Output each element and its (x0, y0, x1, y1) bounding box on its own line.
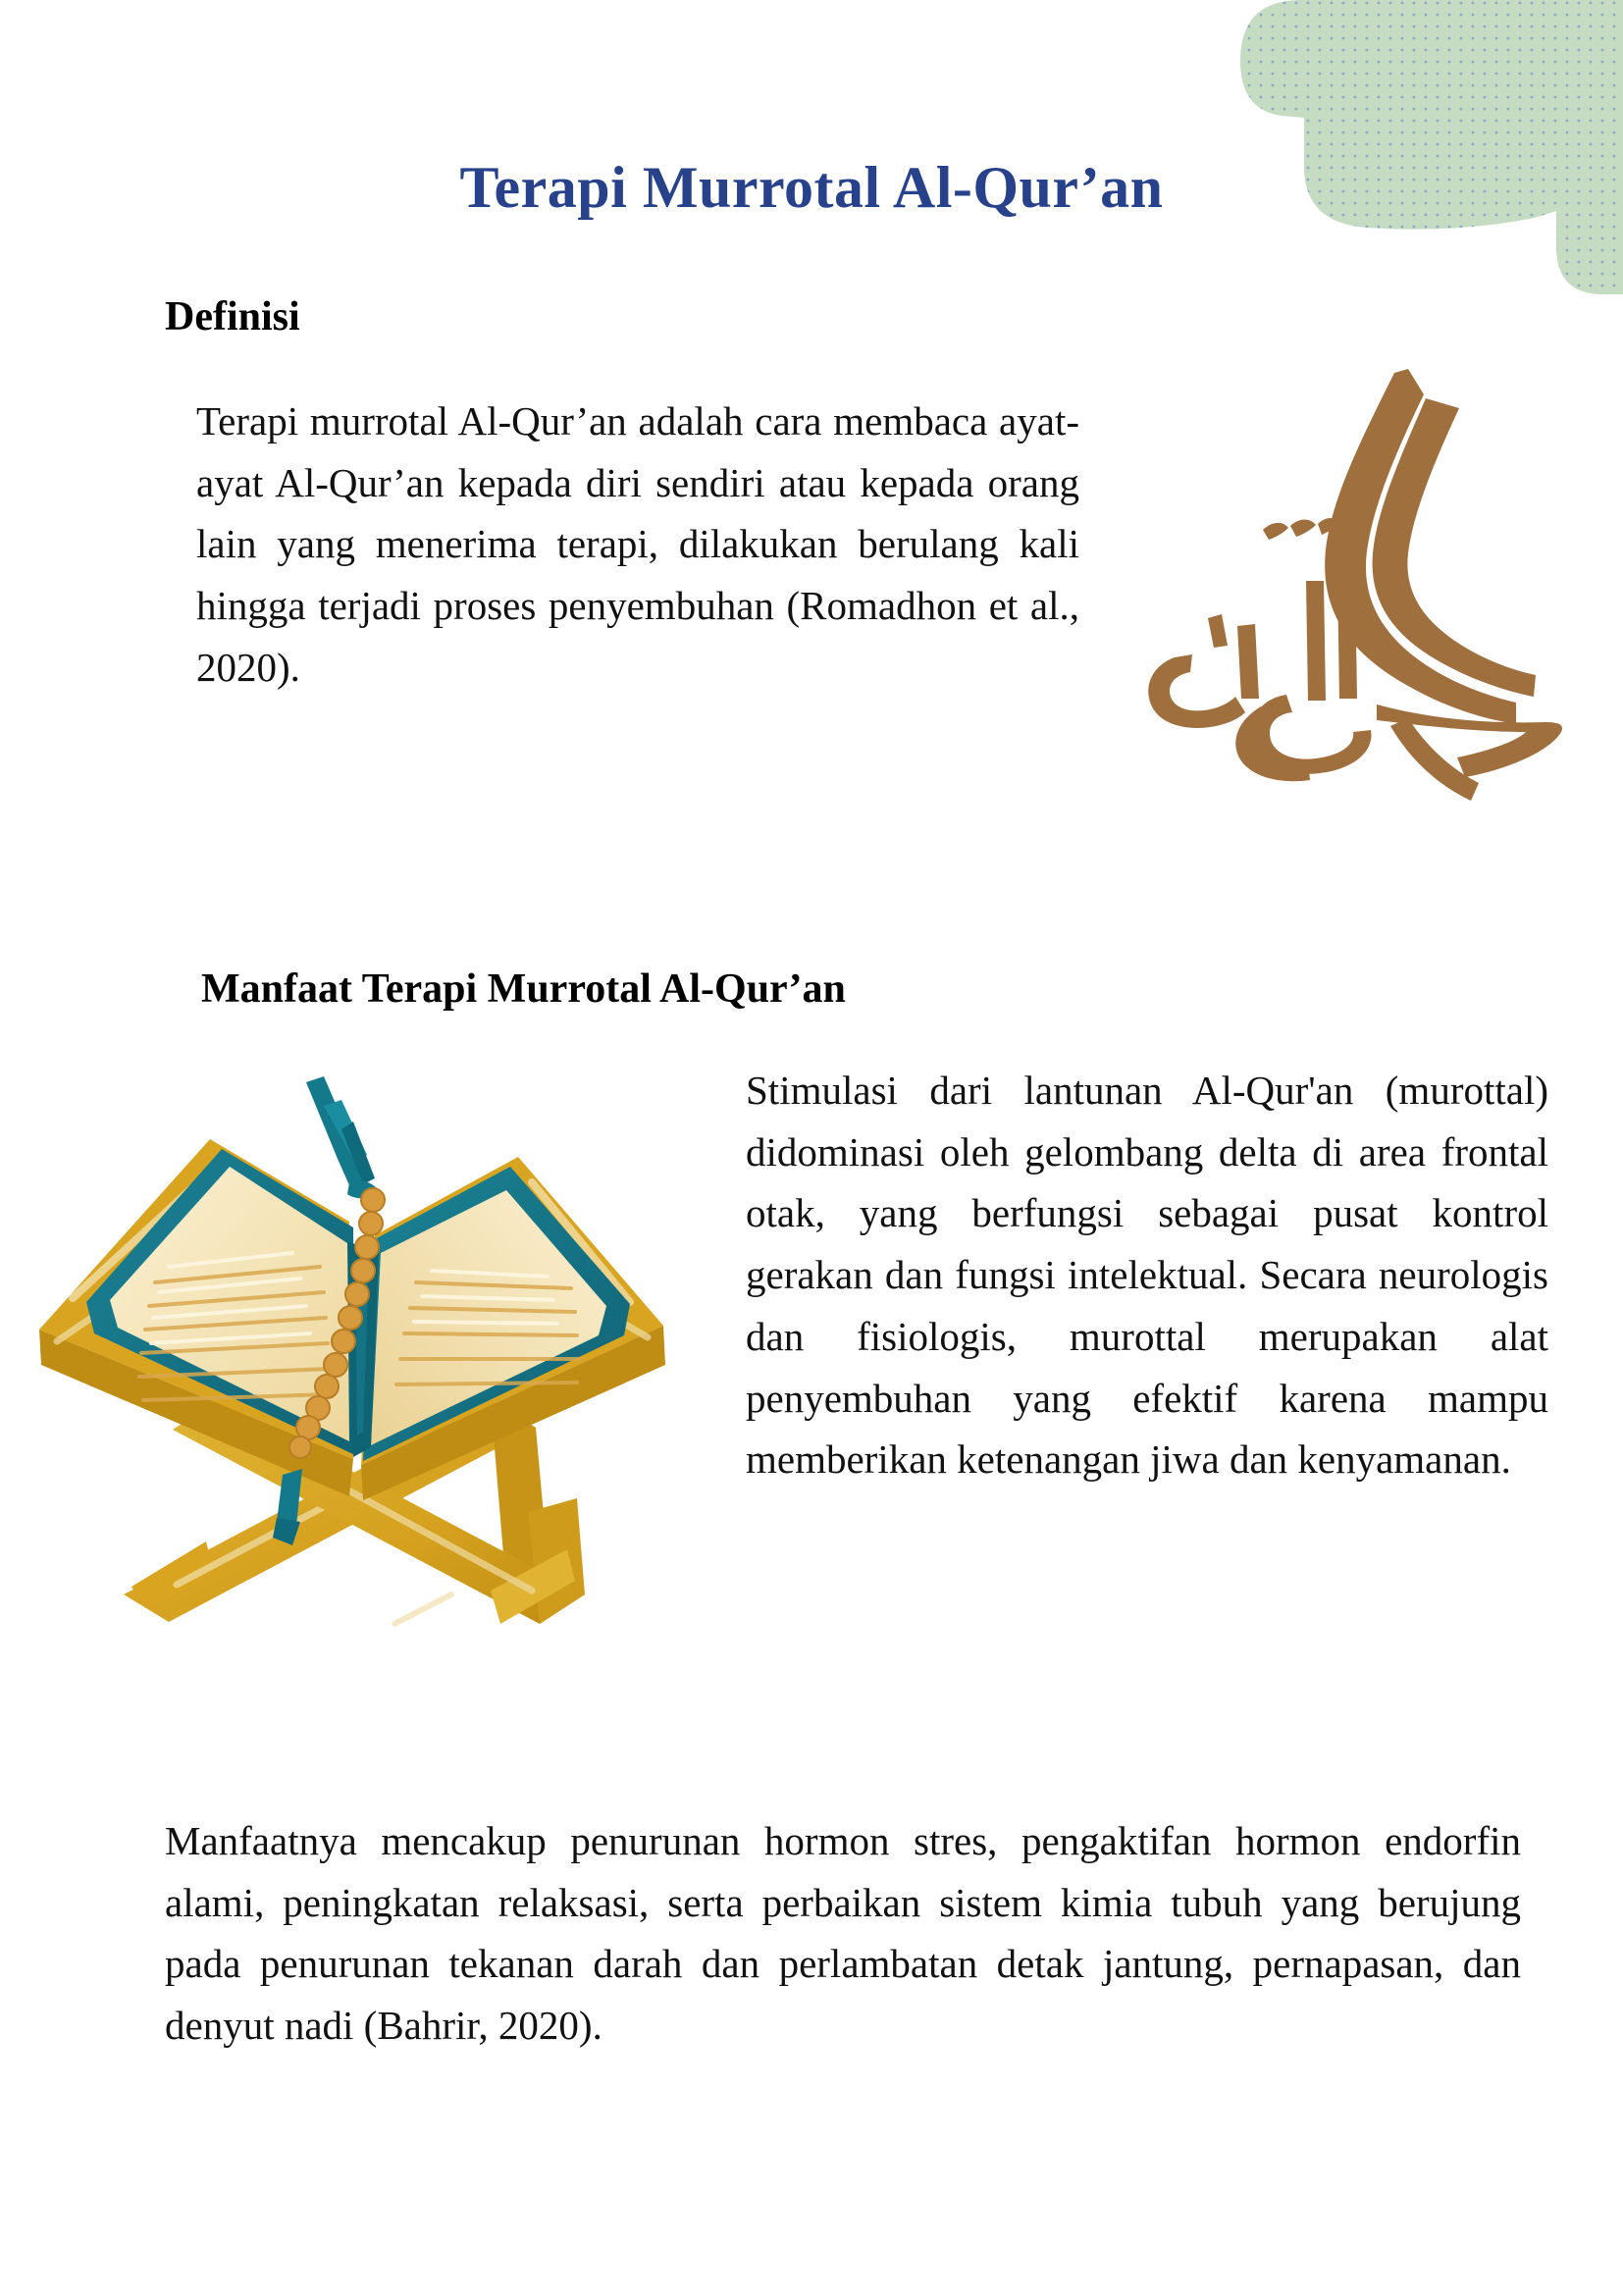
paragraph-definisi: Terapi murrotal Al-Qur’an adalah cara membaca ayat-ayat Al-Qur’an kepada diri sendiri atau kepada orang lain yang menerima terapi, dilakukan berulang kali hingga terjadi proses penyembuhan (Romadhon et al., 2020). (196, 398, 1079, 690)
alhamdulillah-calligraphy-icon (1114, 334, 1604, 805)
section-heading-definisi: Definisi (165, 294, 300, 339)
page-title: Terapi Murrotal Al-Qur’an (459, 155, 1164, 220)
paragraph-manfaat-continued: Manfaatnya mencakup penurunan hormon stres, pengaktifan hormon endorfin alami, peningkatan relaksasi, serta perbaikan sistem kimia tubuh yang berujung pada penurunan tekanan darah dan perlambatan detak jantung, pernapasan, dan denyut nadi (Bahrir, 2020). (165, 1818, 1521, 2049)
section-heading-manfaat: Manfaat Terapi Murrotal Al-Qur’an (201, 966, 846, 1012)
decorative-green-blob (1211, 0, 1623, 294)
quran-on-rehal-illustration (29, 1035, 677, 1683)
paragraph-manfaat: Stimulasi dari lantunan Al-Qur'an (murottal) didominasi oleh gelombang delta di area frontal otak, yang berfungsi sebagai pusat kontrol gerakan dan fungsi intelektual. Secara neurologis dan fisiologis, murottal merupakan alat penyembuhan yang efektif karena mampu memberikan ketenangan jiwa dan kenyamanan. (746, 1068, 1548, 1483)
